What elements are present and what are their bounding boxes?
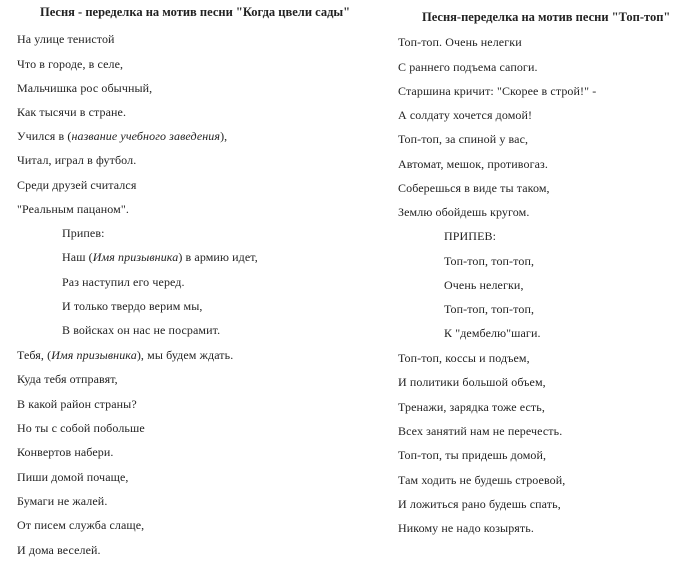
lyric-line: Как тысячи в стране. bbox=[17, 105, 127, 119]
chorus-label: ПРИПЕВ: bbox=[444, 229, 497, 243]
lyric-line: Тренажи, зарядка тоже есть, bbox=[398, 400, 545, 414]
lyric-line: Бумаги не жалей. bbox=[17, 494, 108, 508]
chorus-label: Припев: bbox=[62, 226, 105, 240]
lyric-line: Старшина кричит: "Скорее в строй!" - bbox=[398, 84, 597, 98]
lyric-line: Топ-топ, за спиной у вас, bbox=[398, 132, 529, 146]
lyric-line: Мальчишка рос обычный, bbox=[17, 81, 153, 95]
lyric-line: Раз наступил его черед. bbox=[62, 275, 185, 289]
lyric-line-study bbox=[17, 129, 227, 144]
lyric-line: "Реальным пацаном". bbox=[17, 202, 129, 216]
lyric-text: Учился в ( bbox=[17, 129, 72, 143]
lyric-line: Очень нелегки, bbox=[444, 278, 524, 292]
lyric-line: Никому не надо козырять. bbox=[398, 521, 534, 535]
lyric-line: Топ-топ. Очень нелегки bbox=[398, 35, 522, 49]
lyric-line: И ложиться рано будешь спать, bbox=[398, 497, 561, 511]
lyric-line: Топ-топ, ты придешь домой, bbox=[398, 448, 547, 462]
lyric-line: От писем служба слаще, bbox=[17, 518, 145, 532]
lyric-line: Землю обойдешь кругом. bbox=[398, 205, 530, 219]
lyric-line-wait bbox=[17, 348, 233, 363]
lyric-line: С раннего подъема сапоги. bbox=[398, 60, 538, 74]
lyric-line: Куда тебя отправят, bbox=[17, 372, 118, 386]
lyric-line: На улице тенистой bbox=[17, 32, 115, 46]
lyric-line: А солдату хочется домой! bbox=[398, 108, 533, 122]
lyric-line: Читал, играл в футбол. bbox=[17, 153, 137, 167]
lyric-text: Наш ( bbox=[62, 250, 93, 264]
lyric-line-chorus-first bbox=[62, 250, 258, 265]
lyric-text: ), мы будем ждать. bbox=[136, 348, 234, 362]
lyric-text: Тебя, ( bbox=[17, 348, 52, 362]
lyric-text: ), bbox=[220, 129, 228, 143]
lyric-line: Конвертов набери. bbox=[17, 445, 114, 459]
placeholder-recruit-name: Имя призывника bbox=[92, 250, 179, 264]
lyric-text: ) в армию идет, bbox=[178, 250, 258, 264]
lyric-line: Топ-топ, коссы и подъем, bbox=[398, 351, 530, 365]
lyric-line: И только твердо верим мы, bbox=[62, 299, 203, 313]
lyric-line: К "дембелю"шаги. bbox=[444, 326, 541, 340]
lyric-line: И дома веселей. bbox=[17, 543, 101, 557]
lyric-line: В какой район страны? bbox=[17, 397, 137, 411]
lyric-line: Всех занятий нам не перечесть. bbox=[398, 424, 563, 438]
lyric-line: Но ты с собой побольше bbox=[17, 421, 145, 435]
lyric-line: Автомат, мешок, противогаз. bbox=[398, 157, 548, 171]
lyric-line: В войсках он нас не посрамит. bbox=[62, 323, 221, 337]
lyric-line: Там ходить не будешь строевой, bbox=[398, 473, 566, 487]
left-song-title: Песня - переделка на мотив песни "Когда цвели сады" bbox=[40, 5, 351, 19]
lyric-line: Что в городе, в селе, bbox=[17, 57, 124, 71]
lyric-line: Среди друзей считался bbox=[17, 178, 137, 192]
right-song-title: Песня-переделка на мотив песни "Топ-топ" bbox=[422, 10, 671, 24]
placeholder-recruit-name: Имя призывника bbox=[51, 348, 137, 362]
lyric-line: Пиши домой почаще, bbox=[17, 470, 129, 484]
lyric-line: Соберешься в виде ты таком, bbox=[398, 181, 550, 195]
lyric-line: И политики большой объем, bbox=[398, 375, 546, 389]
placeholder-school-name: название учебного заведения bbox=[71, 129, 221, 143]
lyric-line: Топ-топ, топ-топ, bbox=[444, 254, 535, 268]
lyric-line: Топ-топ, топ-топ, bbox=[444, 302, 535, 316]
